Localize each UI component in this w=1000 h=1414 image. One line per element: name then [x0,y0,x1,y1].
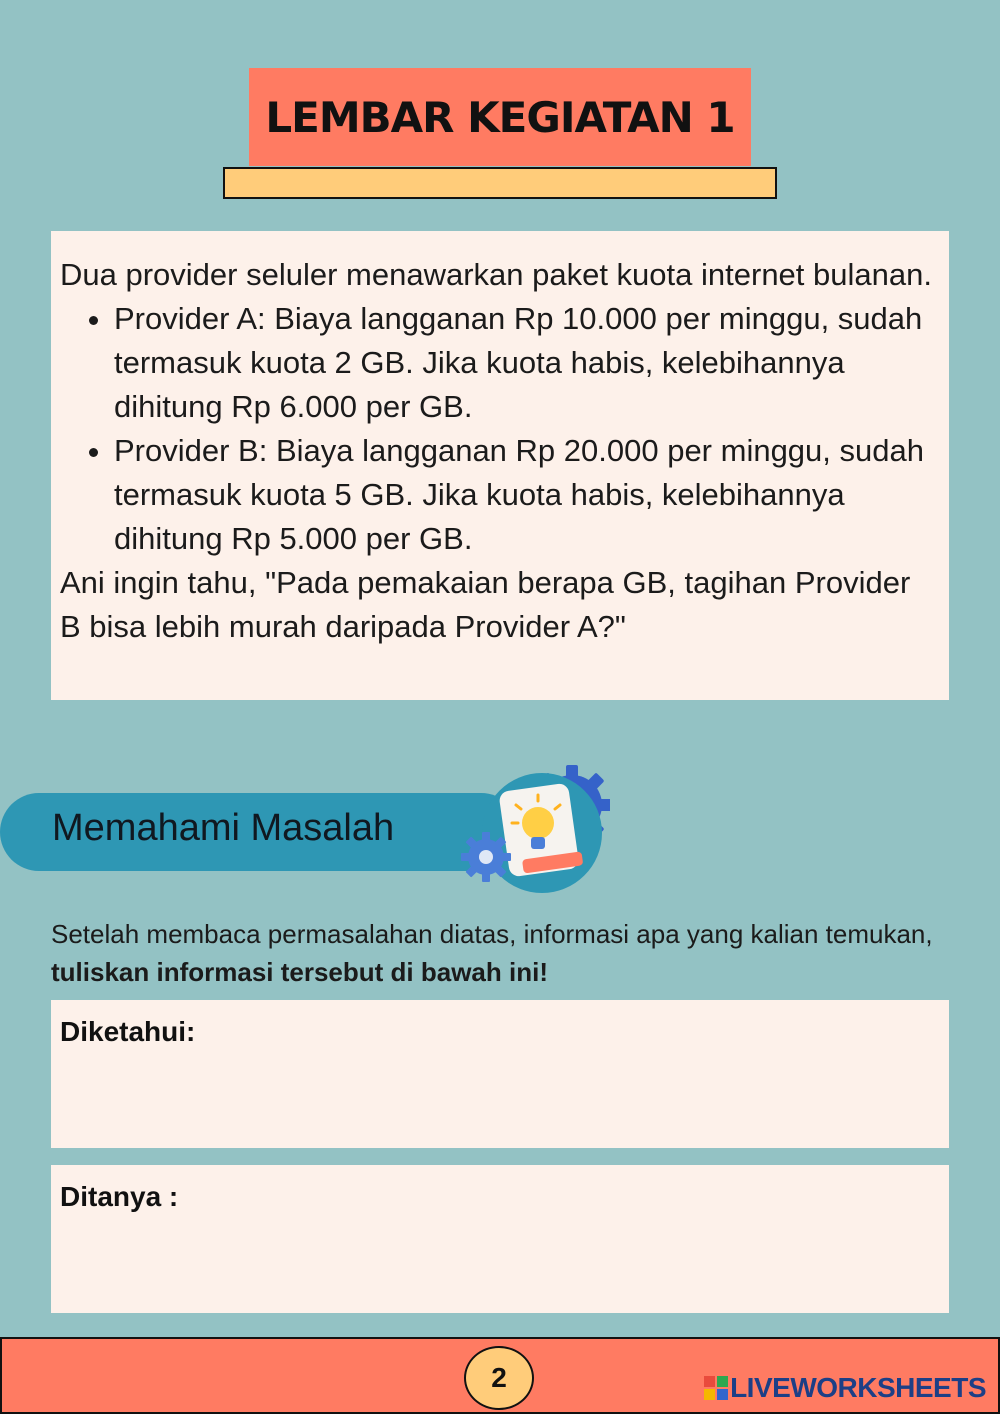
section-title: Memahami Masalah [52,807,395,849]
instruction-text [51,915,951,991]
title-banner [249,68,751,166]
provider-list [60,297,939,561]
problem-card [51,231,949,700]
asked-answer-box[interactable] [51,1165,949,1313]
liveworksheets-logo-icon [704,1376,728,1400]
instruction-bold: tuliskan informasi tersebut di bawah ini! [51,957,548,987]
known-answer-box[interactable] [51,1000,949,1148]
page-title: LEMBAR KEGIATAN 1 [265,92,735,142]
problem-question: Ani ingin tahu, "Pada pemakaian berapa GB, tagihan Provider B bisa lebih murah daripada Provider A?" [60,565,911,644]
page-number: 2 [464,1346,534,1410]
brand-logo [704,1372,986,1404]
lightbulb-gears-icon [460,765,610,895]
section-header-pill [0,793,520,871]
provider-b-item: • Provider B: Biaya langganan Rp 20.000 per minggu, sudah termasuk kuota 5 GB. Jika kuota habis, kelebihannya dihitung Rp 5.000 per GB. [114,429,939,561]
instruction-normal: Setelah membaca permasalahan diatas, informasi apa yang kalian temukan, [51,919,933,949]
title-underline-bar [223,167,777,199]
known-label: Diketahui: [60,1016,196,1047]
provider-a-item: • Provider A: Biaya langganan Rp 10.000 per minggu, sudah termasuk kuota 2 GB. Jika kuota habis, kelebihannya dihitung Rp 6.000 per GB. [114,297,939,429]
asked-label: Ditanya : [60,1181,179,1212]
brand-name: LIVEWORKSHEETS [730,1372,986,1403]
problem-intro: Dua provider seluler menawarkan paket kuota internet bulanan. [60,257,932,292]
